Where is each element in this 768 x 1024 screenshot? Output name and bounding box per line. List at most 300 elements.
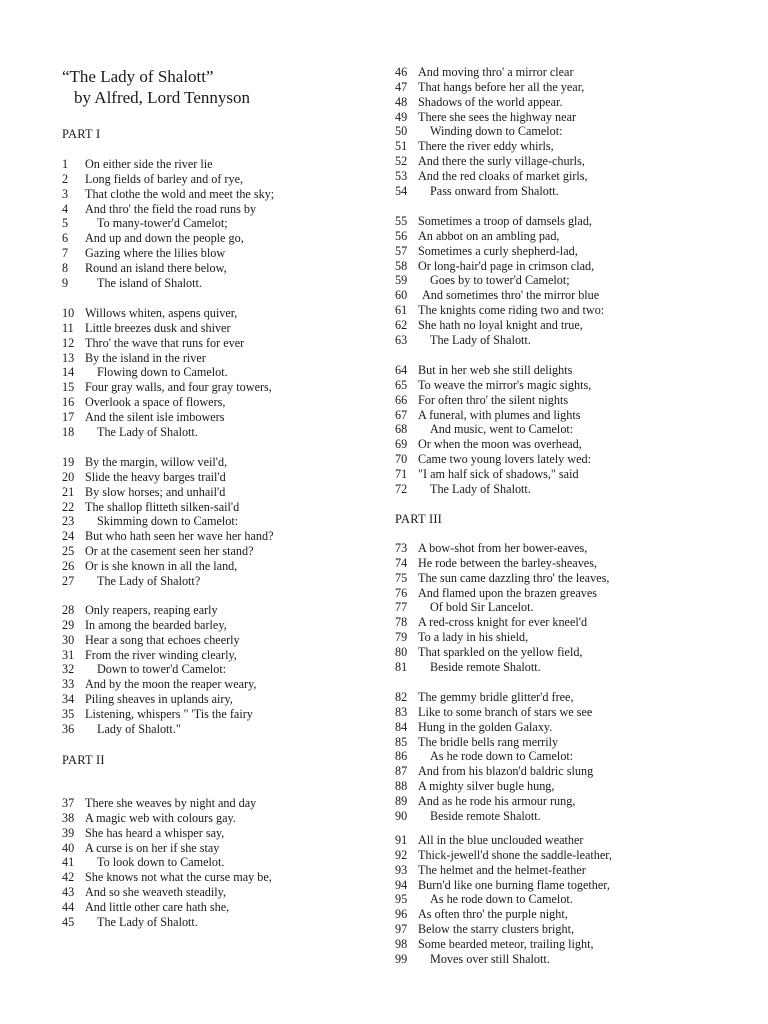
line-number: 58 (395, 259, 408, 273)
line-text: As he rode down to Camelot: (430, 749, 574, 763)
line-number: 19 (62, 455, 75, 469)
poem-line (62, 380, 272, 395)
poem-line (62, 677, 256, 692)
poem-line (395, 408, 580, 423)
poem-line (395, 937, 594, 952)
line-number: 3 (62, 187, 69, 201)
poem-line (395, 422, 573, 437)
poem-line (395, 833, 584, 848)
line-number: 93 (395, 863, 408, 877)
poem-line (395, 735, 558, 750)
poem-line (395, 482, 531, 497)
poem-line (395, 363, 572, 378)
poem-line (395, 878, 610, 893)
line-text: There she weaves by night and day (85, 796, 257, 810)
line-text: And up and down the people go, (85, 231, 244, 245)
line-number: 56 (395, 229, 408, 243)
line-text: Below the starry clusters bright, (418, 922, 575, 936)
line-text: But who hath seen her wave her hand? (85, 529, 274, 543)
poem-line (62, 306, 237, 321)
line-number: 83 (395, 705, 408, 719)
poem-line (62, 870, 272, 885)
poem-line (62, 529, 274, 544)
line-number: 14 (62, 365, 75, 379)
poem-line (62, 811, 236, 826)
line-number: 80 (395, 645, 408, 659)
poem-line (62, 231, 244, 246)
line-text: Flowing down to Camelot. (97, 365, 228, 379)
line-number: 33 (62, 677, 75, 691)
line-number: 46 (395, 65, 408, 79)
line-number: 60 (395, 288, 408, 302)
poem-line (395, 214, 592, 229)
poem-line (395, 952, 550, 967)
line-text: The Lady of Shalott? (97, 574, 201, 588)
line-number: 10 (62, 306, 75, 320)
poem-line (62, 603, 218, 618)
line-number: 32 (62, 662, 75, 676)
line-text: On either side the river lie (85, 157, 213, 171)
line-number: 20 (62, 470, 75, 484)
line-number: 62 (395, 318, 408, 332)
line-text: Goes by to tower'd Camelot; (430, 273, 570, 287)
line-number: 16 (62, 395, 75, 409)
line-number: 29 (62, 618, 75, 632)
poem-line (395, 749, 573, 764)
line-text: A funeral, with plumes and lights (418, 408, 581, 422)
line-text: Moves over still Shalott. (430, 952, 550, 966)
line-number: 96 (395, 907, 408, 921)
line-text: A mighty silver bugle hung, (418, 779, 555, 793)
line-number: 54 (395, 184, 408, 198)
poem-line (62, 216, 228, 231)
line-number: 18 (62, 425, 75, 439)
poem-line (62, 662, 226, 677)
line-text: Only reapers, reaping early (85, 603, 218, 617)
poem-line (395, 630, 528, 645)
line-text: From the river winding clearly, (85, 648, 237, 662)
poem-line (395, 184, 559, 199)
poem-line (62, 202, 256, 217)
line-number: 79 (395, 630, 408, 644)
line-text: And moving thro' a mirror clear (418, 65, 574, 79)
poem-line (395, 65, 574, 80)
poem-line (62, 336, 244, 351)
section-heading: PART I (62, 127, 101, 141)
poem-line (395, 169, 588, 184)
poem-line (395, 907, 568, 922)
poem-line (62, 826, 224, 841)
line-text: Or when the moon was overhead, (418, 437, 582, 451)
poem-line (62, 365, 228, 380)
line-number: 43 (62, 885, 75, 899)
line-number: 41 (62, 855, 75, 869)
line-number: 47 (395, 80, 408, 94)
line-number: 68 (395, 422, 408, 436)
poem-line (62, 261, 227, 276)
line-text: She knows not what the curse may be, (85, 870, 272, 884)
poem-line (395, 794, 575, 809)
line-text: There she sees the highway near (418, 110, 577, 124)
line-text: To weave the mirror's magic sights, (418, 378, 592, 392)
line-number: 63 (395, 333, 408, 347)
line-text: A red-cross knight for ever kneel'd (418, 615, 588, 629)
line-text: Came two young lovers lately wed: (418, 452, 591, 466)
line-number: 70 (395, 452, 408, 466)
line-number: 1 (62, 157, 69, 171)
line-text: And flamed upon the brazen greaves (418, 586, 598, 600)
line-text: Sometimes a curly shepherd-lad, (418, 244, 578, 258)
line-text: Listening, whispers " 'Tis the fairy (85, 707, 253, 721)
poem-line (62, 485, 225, 500)
line-number: 42 (62, 870, 75, 884)
line-text: The Lady of Shalott. (430, 333, 531, 347)
line-text: He rode between the barley-sheaves, (418, 556, 598, 570)
line-number: 85 (395, 735, 408, 749)
line-number: 55 (395, 214, 408, 228)
poem-line (395, 393, 568, 408)
line-number: 91 (395, 833, 408, 847)
poem-line (395, 259, 594, 274)
line-text: A bow-shot from her bower-eaves, (418, 541, 588, 555)
poem-line (395, 273, 570, 288)
line-number: 90 (395, 809, 408, 823)
line-number: 37 (62, 796, 75, 810)
line-number: 81 (395, 660, 408, 674)
line-number: 52 (395, 154, 408, 168)
line-number: 15 (62, 380, 75, 394)
line-text: Slide the heavy barges trail'd (85, 470, 226, 484)
line-text: But in her web she still delights (418, 363, 573, 377)
line-text: Lady of Shalott." (97, 722, 181, 736)
line-number: 22 (62, 500, 75, 514)
poem-line (395, 452, 591, 467)
line-text: To many-tower'd Camelot; (97, 216, 228, 230)
line-number: 11 (62, 321, 74, 335)
poem-line (395, 154, 585, 169)
line-text: Gazing where the lilies blow (85, 246, 226, 260)
line-text: Piling sheaves in uplands airy, (85, 692, 233, 706)
line-text: She hath no loyal knight and true, (418, 318, 583, 332)
line-text: Skimming down to Camelot: (97, 514, 239, 528)
poem-line (395, 615, 587, 630)
poem-line (395, 764, 593, 779)
line-text: Overlook a space of flowers, (85, 395, 226, 409)
section-heading: PART II (62, 753, 105, 767)
line-text: And the silent isle imbowers (85, 410, 225, 424)
title-line-1: “The Lady of Shalott” (62, 67, 214, 86)
poem-line (62, 900, 229, 915)
line-text: Burn'd like one burning flame together, (418, 878, 610, 892)
poem-line (395, 660, 541, 675)
line-text: The Lady of Shalott. (97, 425, 198, 439)
line-number: 87 (395, 764, 408, 778)
line-number: 51 (395, 139, 408, 153)
line-text: For often thro' the silent nights (418, 393, 569, 407)
line-number: 6 (62, 231, 69, 245)
poem-line (395, 139, 554, 154)
line-text: There the river eddy whirls, (418, 139, 554, 153)
poem-line (395, 378, 591, 393)
poem-line (395, 541, 587, 556)
poem-line (395, 80, 584, 95)
line-number: 31 (62, 648, 75, 662)
poem-line (395, 110, 576, 125)
line-number: 9 (62, 276, 69, 290)
poem-line (62, 500, 239, 515)
line-text: As he rode down to Camelot. (430, 892, 573, 906)
line-text: Hung in the golden Galaxy. (418, 720, 553, 734)
line-text: The island of Shalott. (97, 276, 202, 290)
line-number: 36 (62, 722, 75, 736)
line-number: 24 (62, 529, 75, 543)
title-line-2: by Alfred, Lord Tennyson (74, 88, 251, 107)
poem-line (395, 892, 573, 907)
line-number: 64 (395, 363, 408, 377)
line-number: 34 (62, 692, 75, 706)
line-text: Or long-hair'd page in crimson clad, (418, 259, 595, 273)
line-number: 4 (62, 202, 69, 216)
line-number: 49 (395, 110, 408, 124)
line-number: 39 (62, 826, 75, 840)
line-text: Shadows of the world appear. (418, 95, 563, 109)
line-number: 38 (62, 811, 75, 825)
line-number: 97 (395, 922, 408, 936)
line-text: The sun came dazzling thro' the leaves, (418, 571, 610, 585)
line-number: 76 (395, 586, 408, 600)
poem-line (62, 544, 254, 559)
poem-line (395, 571, 609, 586)
line-text: The shallop flitteth silken-sail'd (85, 500, 240, 514)
line-number: 74 (395, 556, 408, 570)
line-number: 92 (395, 848, 408, 862)
line-number: 25 (62, 544, 75, 558)
poem-line (395, 600, 534, 615)
poem-line (395, 809, 541, 824)
line-number: 57 (395, 244, 408, 258)
line-text: Thro' the wave that runs for ever (85, 336, 245, 350)
line-text: That hangs before her all the year, (418, 80, 585, 94)
line-text: Long fields of barley and of rye, (85, 172, 244, 186)
poem-line (395, 556, 597, 571)
line-number: 86 (395, 749, 408, 763)
line-text: Beside remote Shalott. (430, 660, 541, 674)
line-text: Of bold Sir Lancelot. (430, 600, 534, 614)
poem-line (62, 574, 200, 589)
line-number: 78 (395, 615, 408, 629)
poem-line (62, 321, 231, 336)
line-text: By the island in the river (85, 351, 206, 365)
poem-line (62, 722, 181, 737)
line-text: All in the blue unclouded weather (418, 833, 584, 847)
line-text: To a lady in his shield, (418, 630, 529, 644)
poem-line (395, 922, 574, 937)
poem-line (62, 470, 226, 485)
line-text: And thro' the field the road runs by (85, 202, 257, 216)
poem-line (395, 95, 563, 110)
line-text: Down to tower'd Camelot: (97, 662, 227, 676)
line-text: Four gray walls, and four gray towers, (85, 380, 272, 394)
line-text: And as he rode his armour rung, (418, 794, 576, 808)
line-text: Like to some branch of stars we see (418, 705, 593, 719)
poem-line (62, 559, 237, 574)
poem-line (62, 692, 233, 707)
line-number: 50 (395, 124, 408, 138)
poem-line (62, 425, 198, 440)
line-text: And music, went to Camelot: (430, 422, 574, 436)
line-text: That sparkled on the yellow field, (418, 645, 583, 659)
line-text: And there the surly village-churls, (418, 154, 585, 168)
line-number: 75 (395, 571, 408, 585)
line-number: 12 (62, 336, 75, 350)
line-number: 94 (395, 878, 408, 892)
poem-line (62, 633, 240, 648)
poem-line (62, 410, 224, 425)
line-number: 2 (62, 172, 69, 186)
line-number: 98 (395, 937, 408, 951)
line-number: 67 (395, 408, 408, 422)
line-text: Sometimes a troop of damsels glad, (418, 214, 592, 228)
line-text: And little other care hath she, (85, 900, 230, 914)
line-number: 8 (62, 261, 69, 275)
line-text: Little breezes dusk and shiver (85, 321, 231, 335)
line-text: The gemmy bridle glitter'd free, (418, 690, 574, 704)
line-text: The Lady of Shalott. (97, 915, 198, 929)
poem-line (395, 244, 578, 259)
section-heading: PART III (395, 512, 443, 526)
poem-line (395, 288, 599, 303)
line-number: 69 (395, 437, 408, 451)
poem-line (395, 333, 531, 348)
poem-line (62, 618, 227, 633)
line-number: 35 (62, 707, 75, 721)
line-text: "I am half sick of shadows," said (418, 467, 579, 481)
poem-line (395, 705, 592, 720)
line-text: Or is she known in all the land, (85, 559, 238, 573)
poem-line (62, 855, 224, 870)
line-number: 44 (62, 900, 75, 914)
line-number: 27 (62, 574, 75, 588)
line-number: 72 (395, 482, 408, 496)
line-text: And sometimes thro' the mirror blue (422, 288, 600, 302)
poem-line (62, 648, 237, 663)
poem-line (395, 863, 586, 878)
poem-line (62, 707, 253, 722)
line-text: Hear a song that echoes cheerly (85, 633, 240, 647)
poem-line (62, 351, 206, 366)
line-number: 5 (62, 216, 69, 230)
line-text: That clothe the wold and meet the sky; (85, 187, 275, 201)
line-number: 30 (62, 633, 75, 647)
line-text: Round an island there below, (85, 261, 227, 275)
poem-line (395, 229, 559, 244)
line-text: Or at the casement seen her stand? (85, 544, 254, 558)
poem-line (395, 318, 583, 333)
poem-title (62, 66, 250, 108)
line-text: Beside remote Shalott. (430, 809, 541, 823)
poem-line (62, 885, 226, 900)
line-text: A magic web with colours gay. (85, 811, 236, 825)
poem-line (395, 645, 582, 660)
line-number: 17 (62, 410, 75, 424)
line-number: 95 (395, 892, 408, 906)
poem-line (62, 455, 227, 470)
line-text: The helmet and the helmet-feather (418, 863, 586, 877)
poem-line (62, 157, 213, 172)
poem-line (62, 915, 198, 930)
line-number: 77 (395, 600, 408, 614)
poem-line (395, 690, 574, 705)
poem-line (62, 395, 225, 410)
line-text: An abbot on an ambling pad, (418, 229, 560, 243)
line-number: 23 (62, 514, 75, 528)
line-number: 82 (395, 690, 408, 704)
poem-line (395, 848, 612, 863)
line-number: 53 (395, 169, 408, 183)
poem-line (62, 187, 274, 202)
line-text: Some bearded meteor, trailing light, (418, 937, 594, 951)
line-text: A curse is on her if she stay (85, 841, 220, 855)
line-text: The knights come riding two and two: (418, 303, 605, 317)
line-number: 28 (62, 603, 75, 617)
line-number: 84 (395, 720, 408, 734)
line-number: 48 (395, 95, 408, 109)
line-number: 73 (395, 541, 408, 555)
line-number: 26 (62, 559, 75, 573)
line-text: She has heard a whisper say, (85, 826, 225, 840)
poem-line (395, 720, 552, 735)
line-text: Willows whiten, aspens quiver, (85, 306, 238, 320)
line-text: Pass onward from Shalott. (430, 184, 559, 198)
line-number: 40 (62, 841, 75, 855)
poem-line (395, 586, 597, 601)
poem-line (62, 246, 225, 261)
line-number: 7 (62, 246, 69, 260)
line-text: And from his blazon'd baldric slung (418, 764, 594, 778)
line-text: Thick-jewell'd shone the saddle-leather, (418, 848, 612, 862)
poem-line (62, 172, 243, 187)
line-number: 45 (62, 915, 75, 929)
line-text: And by the moon the reaper weary, (85, 677, 257, 691)
line-text: By the margin, willow veil'd, (85, 455, 228, 469)
line-text: The Lady of Shalott. (430, 482, 531, 496)
line-number: 59 (395, 273, 408, 287)
poem-line (395, 303, 604, 318)
line-number: 65 (395, 378, 408, 392)
line-number: 71 (395, 467, 408, 481)
line-text: Winding down to Camelot: (430, 124, 563, 138)
poem-line (62, 841, 219, 856)
line-number: 89 (395, 794, 408, 808)
line-number: 21 (62, 485, 75, 499)
line-text: By slow horses; and unhail'd (85, 485, 226, 499)
line-number: 88 (395, 779, 408, 793)
line-text: The bridle bells rang merrily (418, 735, 559, 749)
line-text: As often thro' the purple night, (418, 907, 568, 921)
poem-line (62, 514, 238, 529)
line-number: 66 (395, 393, 408, 407)
poem-line (395, 467, 579, 482)
poem-line (62, 796, 256, 811)
line-number: 13 (62, 351, 75, 365)
poem-line (395, 779, 554, 794)
poem-line (62, 276, 202, 291)
line-text: And so she weaveth steadily, (85, 885, 227, 899)
poem-line (395, 437, 582, 452)
poem-line (395, 124, 563, 139)
line-text: To look down to Camelot. (97, 855, 225, 869)
line-number: 61 (395, 303, 408, 317)
